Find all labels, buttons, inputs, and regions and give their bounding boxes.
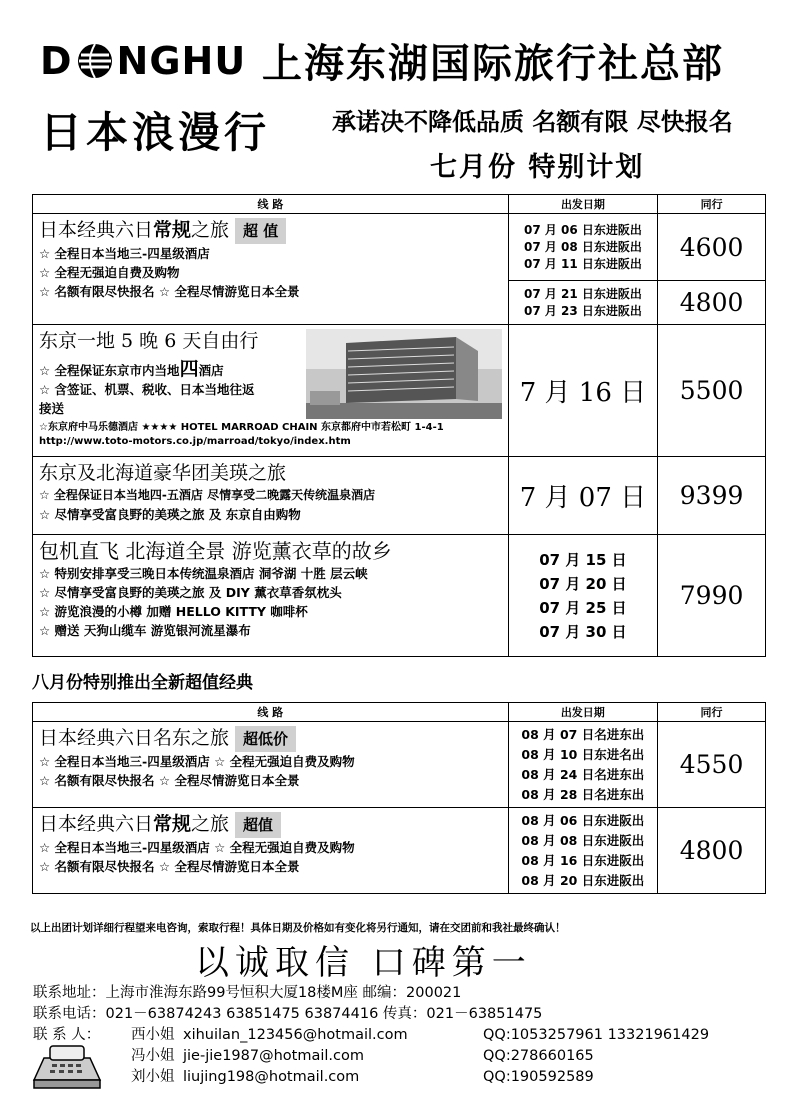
table-row bbox=[33, 808, 766, 894]
logo-text-d: D bbox=[40, 39, 73, 83]
date-line: 08 月 08 日东进阪出 bbox=[521, 832, 645, 848]
route-title bbox=[39, 725, 502, 752]
person-qq: QQ:190592589 bbox=[483, 1069, 594, 1085]
person-email[interactable]: xihuilan_123456@hotmail.com bbox=[183, 1027, 408, 1043]
date-line: 08 月 24 日名进东出 bbox=[521, 766, 645, 782]
table-row bbox=[33, 325, 766, 457]
route-title: 东京一地 5 晚 6 天自由行 bbox=[39, 330, 259, 352]
feature-line: ☆ 全程无强迫自费及购物 bbox=[39, 265, 180, 280]
hotel-info: ☆东京府中马乐德酒店 ★★★★ HOTEL MARROAD CHAIN 东京都府中市若松町 1-4-1 bbox=[39, 422, 444, 433]
date-line: 07 月 15 日 bbox=[539, 550, 627, 569]
logo-text-nghu: NGHU bbox=[116, 39, 247, 83]
feature-line: ☆ 尽情享受富良野的美瑛之旅 及 DIY 薰衣草香氛枕头 bbox=[39, 585, 342, 600]
date-line: 07 月 23 日东进阪出 bbox=[523, 303, 642, 318]
feature-text: ☆ 全程保证东京市内当地 bbox=[39, 363, 180, 378]
price-cell: 4800 bbox=[658, 808, 766, 894]
date-line: 08 月 10 日东进名出 bbox=[521, 746, 645, 762]
main-slogan: 日本浪漫行 bbox=[40, 108, 271, 157]
col-price: 同行 bbox=[658, 195, 766, 214]
person-row bbox=[33, 1025, 709, 1046]
price-cell: 7990 bbox=[658, 535, 766, 657]
table-row bbox=[33, 535, 766, 657]
person-name: 西小姐 bbox=[131, 1027, 175, 1043]
person-email[interactable]: liujing198@hotmail.com bbox=[183, 1069, 360, 1085]
hotel-url: http://www.toto-motors.co.jp/marroad/tokyo/index.htm bbox=[39, 436, 351, 447]
route-cell bbox=[33, 457, 509, 535]
date-line: 07 月 20 日 bbox=[539, 574, 627, 593]
phone-label: 联系电话： bbox=[33, 1006, 106, 1022]
value-tag: 超 值 bbox=[235, 218, 286, 244]
person-row bbox=[33, 1046, 709, 1067]
date-line: 08 月 28 日名进东出 bbox=[521, 786, 645, 802]
price-cell: 4550 bbox=[658, 722, 766, 808]
date-cell: 7 月 07 日 bbox=[508, 457, 657, 535]
date-cell bbox=[508, 281, 657, 325]
header bbox=[0, 0, 800, 195]
july-table-header bbox=[33, 195, 766, 214]
feature-line: ☆ 特别安排享受三晚日本传统温泉酒店 洞爷湖 十胜 层云峡 bbox=[39, 566, 368, 581]
date-cell bbox=[508, 808, 658, 894]
globe-icon bbox=[75, 41, 115, 81]
company-name: 上海东湖国际旅行社总部 bbox=[262, 40, 724, 87]
route-title-c: 之旅 bbox=[191, 813, 230, 835]
feature-line: 接送 bbox=[39, 401, 65, 416]
august-title: 八月份特别推出全新超值经典 bbox=[32, 673, 253, 693]
date-line: 08 月 20 日东进阪出 bbox=[521, 872, 645, 888]
feature-line: ☆ 含签证、机票、税收、日本当地往返 bbox=[39, 382, 255, 397]
date-line: 07 月 25 日 bbox=[539, 598, 627, 617]
route-cell bbox=[33, 808, 509, 894]
table-row bbox=[33, 722, 766, 808]
col-date: 出发日期 bbox=[508, 703, 658, 722]
date-line: 08 月 07 日名进东出 bbox=[521, 726, 645, 742]
july-title: 七月份 特别计划 bbox=[430, 152, 645, 183]
feature-line: ☆ 名额有限尽快报名 ☆ 全程尽情游览日本全景 bbox=[39, 859, 300, 874]
august-table-header bbox=[33, 703, 766, 722]
person-name: 冯小姐 bbox=[131, 1048, 175, 1064]
date-line: 08 月 16 日东进阪出 bbox=[521, 852, 645, 868]
feature-line: ☆ 全程日本当地三-四星级酒店 ☆ 全程无强迫自费及购物 bbox=[39, 840, 355, 855]
date-line: 07 月 08 日东进阪出 bbox=[523, 239, 642, 254]
price-cell: 9399 bbox=[658, 457, 766, 535]
feature-line: ☆ 名额有限尽快报名 ☆ 全程尽情游览日本全景 bbox=[39, 284, 300, 299]
feature-text: 酒店 bbox=[198, 363, 224, 378]
contact-block bbox=[33, 983, 709, 1088]
price-cell: 5500 bbox=[658, 325, 766, 457]
value-tag: 超值 bbox=[235, 812, 281, 838]
date-line: 07 月 11 日东进阪出 bbox=[523, 256, 642, 271]
price-cell: 4800 bbox=[658, 281, 766, 325]
phone-value: 021－63874243 63851475 63874416 传真：021－63851475 bbox=[105, 1006, 543, 1022]
col-price: 同行 bbox=[658, 703, 766, 722]
route-title: 包机直飞 北海道全景 游览薰衣草的故乡 bbox=[39, 539, 392, 563]
route-title bbox=[39, 811, 502, 838]
company-logo bbox=[40, 40, 246, 82]
route-cell bbox=[33, 214, 509, 325]
feature-line: ☆ 游览浪漫的小樽 加赠 HELLO KITTY 咖啡杯 bbox=[39, 604, 308, 619]
feature-line: ☆ 赠送 天狗山缆车 游览银河流星瀑布 bbox=[39, 623, 251, 638]
feature-highlight: 四 bbox=[179, 358, 199, 380]
route-title-text: 日本经典六日名东之旅 bbox=[39, 727, 230, 749]
route-title-b: 常规 bbox=[153, 219, 192, 241]
date-cell bbox=[508, 214, 657, 281]
route-cell bbox=[33, 535, 509, 657]
feature-line: ☆ 名额有限尽快报名 ☆ 全程尽情游览日本全景 bbox=[39, 773, 300, 788]
person-label: 联 系 人： bbox=[33, 1027, 101, 1043]
col-route: 线 路 bbox=[33, 703, 509, 722]
route-title-a: 日本经典六日 bbox=[39, 813, 154, 835]
value-tag: 超低价 bbox=[235, 726, 296, 752]
route-title-c: 之旅 bbox=[191, 219, 230, 241]
address-row bbox=[33, 983, 709, 1004]
table-row bbox=[33, 214, 766, 281]
route-title: 东京及北海道豪华团美瑛之旅 bbox=[39, 462, 287, 484]
feature-line: ☆ 全程保证日本当地四-五酒店 尽情享受二晚露天传统温泉酒店 bbox=[39, 488, 376, 502]
feature-line: ☆ 全程日本当地三-四星级酒店 ☆ 全程无强迫自费及购物 bbox=[39, 754, 355, 769]
route-cell bbox=[33, 722, 509, 808]
col-date: 出发日期 bbox=[508, 195, 657, 214]
date-line: 07 月 30 日 bbox=[539, 622, 627, 641]
col-route: 线 路 bbox=[33, 195, 509, 214]
address-label: 联系地址： bbox=[33, 985, 106, 1001]
date-line: 08 月 06 日东进阪出 bbox=[521, 812, 645, 828]
phone-row bbox=[33, 1004, 709, 1025]
price-cell: 4600 bbox=[658, 214, 766, 281]
promise-slogan: 承诺决不降低品质 名额有限 尽快报名 bbox=[332, 108, 733, 136]
route-cell bbox=[33, 325, 509, 457]
person-name: 刘小姐 bbox=[131, 1069, 175, 1085]
address-value: 上海市淮海东路99号恒积大厦18楼M座 邮编：200021 bbox=[105, 985, 462, 1001]
route-title-b: 常规 bbox=[153, 813, 192, 835]
date-cell bbox=[508, 535, 657, 657]
hotel-photo bbox=[306, 329, 502, 419]
feature-line: ☆ 尽情享受富良野的美瑛之旅 及 东京自由购物 bbox=[39, 507, 301, 522]
person-qq: QQ:278660165 bbox=[483, 1048, 594, 1064]
date-line: 07 月 06 日东进阪出 bbox=[523, 222, 642, 237]
person-email[interactable]: jie-jie1987@hotmail.com bbox=[183, 1048, 364, 1064]
feature-line: ☆ 全程日本当地三-四星级酒店 bbox=[39, 246, 210, 261]
telephone-icon bbox=[30, 1040, 102, 1092]
motto: 以诚取信 口碑第一 bbox=[195, 943, 532, 983]
date-line: 07 月 21 日东进阪出 bbox=[523, 286, 642, 301]
route-title bbox=[39, 217, 502, 244]
route-title-a: 日本经典六日 bbox=[39, 219, 154, 241]
date-cell: 7 月 16 日 bbox=[508, 325, 657, 457]
table-row bbox=[33, 457, 766, 535]
person-row bbox=[33, 1067, 709, 1088]
date-cell bbox=[508, 722, 658, 808]
july-table bbox=[32, 194, 766, 657]
august-table bbox=[32, 702, 766, 894]
footnote: 以上出团计划详细行程望来电咨询，索取行程！具体日期及价格如有变化将另行通知，请在交团前和我社最终确认！ bbox=[30, 922, 566, 934]
person-qq: QQ:1053257961 13321961429 bbox=[483, 1027, 710, 1043]
